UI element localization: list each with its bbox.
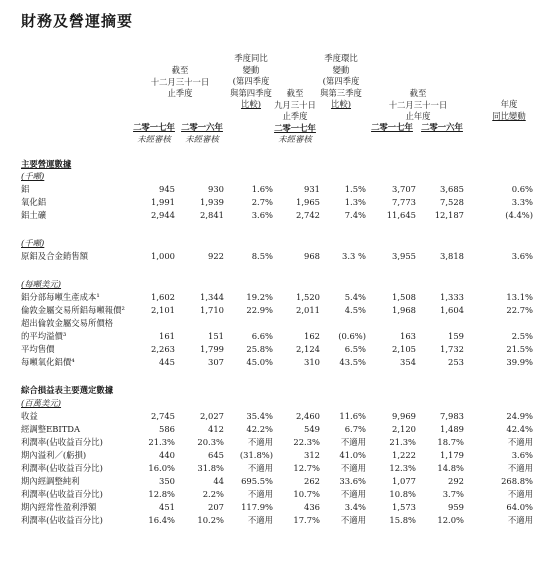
row-label: (每噸美元) xyxy=(21,279,62,289)
table-cell: (0.6%) xyxy=(338,331,366,341)
table-cell: 3.6% xyxy=(511,450,533,460)
table-cell: 3.4% xyxy=(344,502,366,512)
table-cell: 451 xyxy=(159,502,175,512)
table-cell: 10.8% xyxy=(389,489,416,499)
table-row xyxy=(0,449,550,461)
table-row xyxy=(0,170,550,182)
header-year: 二零一七年 xyxy=(133,122,175,132)
table-cell: 6.6% xyxy=(251,331,273,341)
header-year: 二零一七年 xyxy=(371,122,413,132)
table-cell: 586 xyxy=(159,424,175,434)
table-cell: 不適用 xyxy=(247,437,273,447)
table-cell: 1.6% xyxy=(251,184,273,194)
table-cell: 2,742 xyxy=(296,210,320,220)
table-row xyxy=(0,237,550,249)
table-cell: 163 xyxy=(400,331,416,341)
table-cell: 10.7% xyxy=(293,489,320,499)
row-label: (千噸) xyxy=(21,238,45,248)
table-row xyxy=(0,410,550,422)
table-cell: 2,011 xyxy=(296,305,320,315)
table-cell: 1,799 xyxy=(200,344,224,354)
table-cell: 不適用 xyxy=(340,515,366,525)
header-year: 二零一七年 xyxy=(274,122,316,133)
table-cell: 14.8% xyxy=(437,463,464,473)
table-cell: 2,745 xyxy=(151,411,175,421)
table-cell: 18.7% xyxy=(437,437,464,447)
table-row xyxy=(0,436,550,448)
table-cell: 17.7% xyxy=(293,515,320,525)
header-line: 季度環比 xyxy=(324,53,358,63)
table-cell: 3.6% xyxy=(511,251,533,261)
table-cell: 7,528 xyxy=(440,197,464,207)
header-col-2016-q4 xyxy=(180,122,224,145)
table-cell: 2,105 xyxy=(392,344,416,354)
table-cell: 695.5% xyxy=(241,476,273,486)
header-line: 止季度 xyxy=(167,88,193,98)
table-cell: 117.9% xyxy=(241,502,273,512)
table-row xyxy=(0,356,550,368)
row-label: 鋁土礦 xyxy=(21,210,47,220)
table-cell: 16.4% xyxy=(148,515,175,525)
table-row xyxy=(0,384,550,396)
table-row xyxy=(0,317,550,329)
table-cell: 35.4% xyxy=(246,411,273,421)
table-cell: 7,773 xyxy=(392,197,416,207)
table-cell: 3.7% xyxy=(442,489,464,499)
table-cell: 3,707 xyxy=(392,184,416,194)
table-cell: 15.8% xyxy=(389,515,416,525)
table-cell: 3.3% xyxy=(511,197,533,207)
table-cell: 13.1% xyxy=(506,292,533,302)
table-cell: 1,333 xyxy=(440,292,464,302)
table-cell: 549 xyxy=(304,424,320,434)
page-title: 財務及營運摘要 xyxy=(21,12,134,30)
table-cell: 2.2% xyxy=(202,489,224,499)
table-cell: 3.3 % xyxy=(342,251,366,261)
header-year: 二零一六年 xyxy=(421,122,463,132)
table-row xyxy=(0,501,550,513)
table-cell: 930 xyxy=(208,184,224,194)
table-cell: 21.3% xyxy=(389,437,416,447)
table-row xyxy=(0,423,550,435)
table-cell: 2,120 xyxy=(392,424,416,434)
table-cell: 不適用 xyxy=(247,489,273,499)
header-note: 未經審核 xyxy=(185,133,219,144)
table-row xyxy=(0,514,550,526)
table-cell: 42.2% xyxy=(246,424,273,434)
table-cell: 1,344 xyxy=(200,292,224,302)
table-cell: 12,187 xyxy=(434,210,464,220)
row-label: 期內經調整純利 xyxy=(21,476,80,486)
table-cell: 不適用 xyxy=(340,489,366,499)
table-cell: 不適用 xyxy=(507,515,533,525)
row-label: 期內溢利／(虧損) xyxy=(21,450,87,460)
header-year: 二零一六年 xyxy=(181,122,223,132)
row-label: 期內經常性盈利淨額 xyxy=(21,502,97,512)
header-line: 十二月三十一日 xyxy=(150,76,210,87)
table-cell: 440 xyxy=(159,450,175,460)
table-cell: 不適用 xyxy=(340,437,366,447)
header-col-annual-change xyxy=(484,99,534,122)
header-line: 十二月三十一日 xyxy=(388,99,448,110)
table-cell: 2,027 xyxy=(200,411,224,421)
table-row xyxy=(0,304,550,316)
table-cell: 不適用 xyxy=(340,463,366,473)
table-cell: 42.4% xyxy=(506,424,533,434)
table-cell: 5.4% xyxy=(344,292,366,302)
table-cell: 12.3% xyxy=(389,463,416,473)
table-cell: 1,000 xyxy=(151,251,175,261)
header-line: 比較) xyxy=(240,99,262,109)
table-cell: 3,955 xyxy=(392,251,416,261)
table-cell: (31.8%) xyxy=(239,450,273,460)
table-cell: 1.5% xyxy=(344,184,366,194)
table-cell: (4.4%) xyxy=(505,210,533,220)
table-cell: 2,263 xyxy=(151,344,175,354)
table-cell: 412 xyxy=(208,424,224,434)
table-cell: 207 xyxy=(208,502,224,512)
row-label: 鋁 xyxy=(21,184,30,194)
table-row xyxy=(0,330,550,342)
row-label: 主要營運數據 xyxy=(21,159,72,169)
table-cell: 968 xyxy=(304,251,320,261)
header-line: 變動 xyxy=(332,64,350,75)
row-label: 的平均溢價³ xyxy=(21,331,67,341)
table-cell: 162 xyxy=(304,331,320,341)
table-cell: 959 xyxy=(448,502,464,512)
table-row xyxy=(0,250,550,262)
table-row xyxy=(0,209,550,221)
row-label: 利潤率(佔收益百分比) xyxy=(21,437,103,447)
table-cell: 44 xyxy=(213,476,224,486)
table-cell: 1,965 xyxy=(296,197,320,207)
table-cell: 253 xyxy=(448,357,464,367)
table-cell: 24.9% xyxy=(506,411,533,421)
table-cell: 268.8% xyxy=(501,476,533,486)
header-col-2016-year xyxy=(420,122,464,134)
row-label: 平均售價 xyxy=(21,344,55,354)
table-row xyxy=(0,278,550,290)
table-cell: 9,969 xyxy=(392,411,416,421)
table-cell: 1,939 xyxy=(200,197,224,207)
row-label: 鋁分部每噸生產成本¹ xyxy=(21,292,100,302)
row-label: 利潤率(佔收益百分比) xyxy=(21,463,103,473)
table-cell: 10.2% xyxy=(197,515,224,525)
table-cell: 151 xyxy=(208,331,224,341)
table-cell: 1,602 xyxy=(151,292,175,302)
table-cell: 12.0% xyxy=(437,515,464,525)
header-line: 比較) xyxy=(330,99,352,109)
table-cell: 3.6% xyxy=(251,210,273,220)
table-row xyxy=(0,291,550,303)
table-cell: 2,101 xyxy=(151,305,175,315)
header-line: 季度同比 xyxy=(234,53,268,63)
table-cell: 64.0% xyxy=(506,502,533,512)
table-cell: 1,222 xyxy=(392,450,416,460)
table-cell: 不適用 xyxy=(247,463,273,473)
table-cell: 12.7% xyxy=(293,463,320,473)
row-label: (千噸) xyxy=(21,171,45,181)
table-cell: 16.0% xyxy=(148,463,175,473)
table-row xyxy=(0,196,550,208)
table-cell: 922 xyxy=(208,251,224,261)
table-cell: 1,520 xyxy=(296,292,320,302)
row-label: 綜合損益表主要選定數據 xyxy=(21,385,114,395)
header-line: 截至 xyxy=(409,88,427,98)
row-label: 倫敦金屬交易所鋁每噸報價² xyxy=(21,305,125,315)
header-line: 截至 xyxy=(286,88,304,98)
table-cell: 不適用 xyxy=(247,515,273,525)
table-cell: 7.4% xyxy=(344,210,366,220)
table-row xyxy=(0,183,550,195)
table-row xyxy=(0,462,550,474)
row-label: 超出倫敦金屬交易所價格 xyxy=(21,318,114,328)
table-cell: 不適用 xyxy=(507,463,533,473)
header-line: 變動 xyxy=(242,64,260,75)
table-cell: 1.3% xyxy=(344,197,366,207)
table-cell: 1,710 xyxy=(200,305,224,315)
header-line: 止年度 xyxy=(405,111,431,121)
table-cell: 161 xyxy=(159,331,175,341)
row-label: 每噸氧化鋁價⁴ xyxy=(21,357,75,367)
header-line: 截至 xyxy=(171,65,189,75)
table-cell: 39.9% xyxy=(506,357,533,367)
table-cell: 2,841 xyxy=(200,210,224,220)
table-cell: 20.3% xyxy=(197,437,224,447)
table-cell: 12.8% xyxy=(148,489,175,499)
table-cell: 1,991 xyxy=(151,197,175,207)
table-cell: 2,124 xyxy=(296,344,320,354)
row-label: 收益 xyxy=(21,411,38,421)
table-cell: 43.5% xyxy=(339,357,366,367)
table-row xyxy=(0,397,550,409)
table-cell: 1,732 xyxy=(440,344,464,354)
table-cell: 645 xyxy=(208,450,224,460)
header-col-qoq xyxy=(314,53,368,111)
header-col-2017-q4 xyxy=(132,122,176,145)
row-label: 原鋁及合金銷售額 xyxy=(21,251,88,261)
table-cell: 1,968 xyxy=(392,305,416,315)
table-cell: 22.9% xyxy=(246,305,273,315)
table-cell: 1,179 xyxy=(440,450,464,460)
table-row xyxy=(0,158,550,170)
row-label: 利潤率(佔收益百分比) xyxy=(21,489,103,499)
table-cell: 22.7% xyxy=(506,305,533,315)
table-cell: 2,460 xyxy=(296,411,320,421)
header-line: 止季度 xyxy=(282,111,308,121)
table-cell: 310 xyxy=(304,357,320,367)
header-line: 九月三十日 xyxy=(274,99,316,110)
header-col-year xyxy=(370,88,466,123)
row-label: (百萬美元) xyxy=(21,398,62,408)
table-cell: 436 xyxy=(304,502,320,512)
table-cell: 445 xyxy=(159,357,175,367)
table-cell: 不適用 xyxy=(507,437,533,447)
table-cell: 1,489 xyxy=(440,424,464,434)
table-cell: 11,645 xyxy=(386,210,416,220)
table-cell: 0.6% xyxy=(511,184,533,194)
table-cell: 1,573 xyxy=(392,502,416,512)
table-cell: 21.3% xyxy=(148,437,175,447)
table-cell: 350 xyxy=(159,476,175,486)
table-cell: 22.3% xyxy=(293,437,320,447)
table-cell: 2.7% xyxy=(251,197,273,207)
header-line: 同比變動 xyxy=(492,110,526,121)
table-cell: 19.2% xyxy=(246,292,273,302)
header-col-q4 xyxy=(132,65,228,100)
table-cell: 1,604 xyxy=(440,305,464,315)
header-line: 與第四季度 xyxy=(230,87,272,98)
row-label: 氧化鋁 xyxy=(21,197,47,207)
header-col-2017-year xyxy=(370,122,414,134)
table-cell: 354 xyxy=(400,357,416,367)
table-cell: 931 xyxy=(304,184,320,194)
table-cell: 6.5% xyxy=(344,344,366,354)
header-note: 未經審核 xyxy=(278,134,312,144)
row-label: 經調整EBITDA xyxy=(21,424,81,434)
table-cell: 307 xyxy=(208,357,224,367)
table-cell: 2,944 xyxy=(151,210,175,220)
header-line: (第四季度 xyxy=(232,76,270,86)
table-cell: 8.5% xyxy=(251,251,273,261)
table-cell: 262 xyxy=(304,476,320,486)
table-cell: 41.0% xyxy=(339,450,366,460)
table-cell: 312 xyxy=(304,450,320,460)
table-row xyxy=(0,488,550,500)
table-cell: 31.8% xyxy=(197,463,224,473)
table-cell: 3,685 xyxy=(440,184,464,194)
table-cell: 7,983 xyxy=(440,411,464,421)
table-cell: 21.5% xyxy=(506,344,533,354)
table-cell: 2.5% xyxy=(511,331,533,341)
header-line: (第四季度 xyxy=(322,76,360,86)
table-cell: 45.0% xyxy=(246,357,273,367)
header-note: 未經審核 xyxy=(137,133,171,144)
header-line: 年度 xyxy=(500,99,518,109)
header-line: 與第三季度 xyxy=(320,87,362,98)
table-cell: 11.6% xyxy=(339,411,366,421)
table-cell: 945 xyxy=(159,184,175,194)
table-cell: 1,508 xyxy=(392,292,416,302)
table-row xyxy=(0,475,550,487)
table-row xyxy=(0,343,550,355)
table-cell: 4.5% xyxy=(344,305,366,315)
table-cell: 1,077 xyxy=(392,476,416,486)
table-cell: 292 xyxy=(448,476,464,486)
table-cell: 6.7% xyxy=(344,424,366,434)
table-cell: 25.8% xyxy=(246,344,273,354)
table-cell: 159 xyxy=(448,331,464,341)
table-cell: 33.6% xyxy=(339,476,366,486)
row-label: 利潤率(佔收益百分比) xyxy=(21,515,103,525)
table-cell: 3,818 xyxy=(440,251,464,261)
table-cell: 不適用 xyxy=(507,489,533,499)
